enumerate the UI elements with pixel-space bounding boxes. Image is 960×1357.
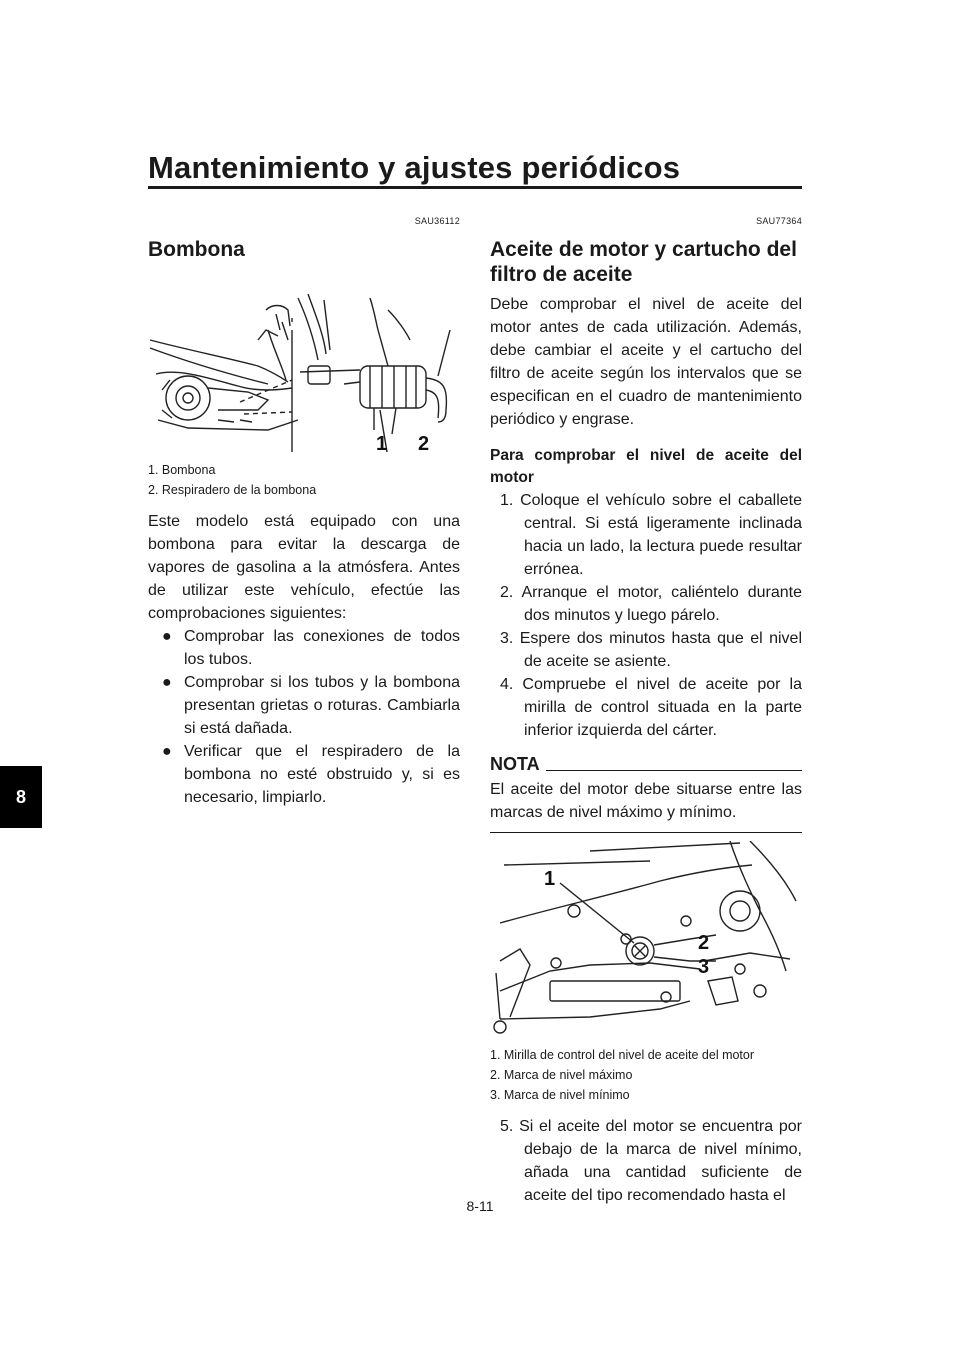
figure-label: 1 [376,433,388,452]
list-item [162,671,460,740]
figure-captions [490,1045,802,1105]
figure-label: 2 [418,433,430,452]
section-heading: Aceite de motor y cartucho del filtro de aceite [490,238,797,286]
caption-item: 2. Marca de nivel máximo [490,1068,633,1082]
section-code: SAU77364 [756,216,802,226]
step-list [490,489,802,742]
caption-item: 1. Mirilla de control del nivel de aceite del motor [490,1048,755,1062]
caption-item: 2. Respiradero de la bombona [148,483,317,497]
step-list-continued [490,1115,802,1207]
list-item-text: Verificar que el respiradero de la bombona no esté obstruido y, si es necesario, limpiarlo. [184,743,460,806]
page-number: 8-11 [466,1198,494,1214]
note-rule [546,770,802,771]
step-item: 3. Espere dos minutos hasta que el nivel de aceite se asiente. [500,630,802,670]
header-rule [148,186,802,189]
oil-sight-glass-illustration [490,841,802,1037]
note-end-rule [490,832,802,833]
sub-heading: Para comprobar el nivel de aceite del motor [490,447,802,486]
section-heading: Bombona [148,238,245,261]
page-title: Mantenimiento y ajustes periódicos [148,150,681,185]
list-item [162,625,460,671]
left-column [148,210,460,809]
step-item: 4. Compruebe el nivel de aceite por la mirilla de control situada en la parte inferior izquierda del cárter. [500,676,802,739]
step-item: 5. Si el aceite del motor se encuentra por debajo de la marca de nivel mínimo, añada una cantidad suficiente de aceite del tipo recomendado hasta el [500,1118,802,1204]
list-item [162,740,460,809]
list-item-text: Comprobar si los tubos y la bombona presentan grietas o roturas. Cambiarla si está dañada. [184,674,460,737]
bullet-icon: ● [162,628,172,645]
list-item-text: Comprobar las conexiones de todos los tubos. [184,628,460,668]
note-text: El aceite del motor debe situarse entre las marcas de nivel máximo y mínimo. [490,781,802,821]
bullet-icon: ● [162,743,172,760]
figure-label: 3 [698,956,710,978]
check-list [148,625,460,809]
canister-illustration [148,270,460,452]
figure-captions [148,460,460,500]
figure-label: 1 [544,868,556,890]
section-code: SAU36112 [414,216,460,226]
step-item: 1. Coloque el vehículo sobre el caballete central. Si está ligeramente inclinada hacia un lado, la lectura puede resultar errónea. [500,492,802,578]
step-item: 2. Arranque el motor, caliéntelo durante dos minutos y luego párelo. [500,584,802,624]
caption-item: 1. Bombona [148,463,216,477]
body-paragraph: Debe comprobar el nivel de aceite del motor antes de cada utilización. Además, debe cambiar el aceite y el cartucho del filtro de aceite según los intervalos que se especifican en el cuadro de mantenimiento periódico y engrase. [490,296,802,428]
chapter-tab[interactable]: 8 [0,766,42,828]
body-paragraph: Este modelo está equipado con una bombona para evitar la descarga de vapores de gasolina a la atmósfera. Antes de utilizar este vehículo, efectúe las comprobaciones siguientes: [148,513,460,622]
caption-item: 3. Marca de nivel mínimo [490,1088,630,1102]
note-box [490,754,802,833]
note-label: NOTA [490,754,540,774]
bullet-icon: ● [162,674,172,691]
right-column [490,210,802,1207]
figure-label: 2 [698,932,710,954]
